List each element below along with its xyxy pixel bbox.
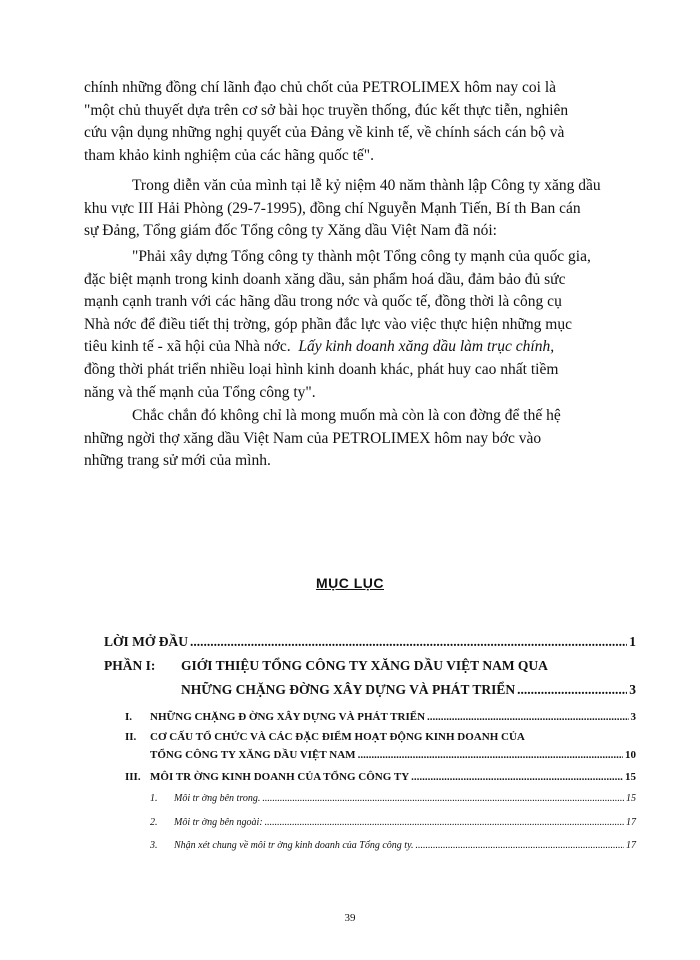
text-line: chính những đồng chí lãnh đạo chủ chốt của PETROLIMEX hôm nay coi là <box>84 79 557 96</box>
toc-leader-dots <box>411 771 623 783</box>
toc-page-number: 17 <box>626 840 636 851</box>
toc-entry-label: MÔI TR ỜNG KINH DOANH CỦA TỔNG CÔNG TY <box>150 771 410 783</box>
toc-leader-dots <box>427 711 628 723</box>
toc-entry-label: CƠ CẤU TỔ CHỨC VÀ CÁC ĐẶC ĐIỂM HOẠT ĐỘNG KINH DOANH CỦA <box>150 731 525 743</box>
text-line: những ngời thợ xăng dầu Việt Nam của PETROLIMEX hôm nay bớc vào <box>84 429 542 447</box>
toc-section-number: I. <box>125 711 133 723</box>
toc-entry-label: GIỚI THIỆU TỔNG CÔNG TY XĂNG DẦU VIỆT NAM QUA <box>181 658 548 673</box>
toc-title: MỤC LỤC <box>315 575 385 591</box>
toc-entry-section-2[interactable] <box>150 749 636 761</box>
toc-leader-dots <box>415 840 624 851</box>
text-line: Nhà nớc để điều tiết thị trờng, góp phần đắc lực vào việc thực hiện những mục <box>84 315 572 333</box>
paragraph-quote <box>84 246 636 404</box>
toc-leader-dots <box>265 817 624 828</box>
toc-entry-subsection-1[interactable] <box>174 793 636 804</box>
toc-section-number: III. <box>125 771 141 783</box>
toc-entry-label: TỔNG CÔNG TY XĂNG DẦU VIỆT NAM <box>150 749 356 761</box>
toc-entry-part-1[interactable] <box>181 682 636 698</box>
toc-entry-intro[interactable] <box>104 634 636 650</box>
text-line-mixed <box>84 336 636 359</box>
paragraph-2 <box>84 175 636 243</box>
toc-part-line-1[interactable] <box>181 658 636 674</box>
text-line: mạnh cạnh tranh với các hãng dầu trong nớc và quốc tế, đồng thời là công cụ <box>84 293 562 311</box>
toc-page-number: 1 <box>629 634 636 649</box>
toc-part-number: PHẦN I: <box>104 658 156 673</box>
text-line: "một chủ thuyết dựa trên cơ sở bài học truyền thống, đúc kết thực tiễn, nghiên <box>84 101 569 119</box>
toc-entry-label: Môi tr ờng bên trong. <box>174 793 261 804</box>
toc-entry-subsection-3[interactable] <box>174 840 636 851</box>
text-italic: Lấy kinh doanh xăng dầu làm trục chính, <box>298 338 555 356</box>
toc-entry-label: NHỮNG CHẶNG ĐỜNG XÂY DỰNG VÀ PHÁT TRIỂN <box>181 682 516 697</box>
text-line: đồng thời phát triển nhiều loại hình kinh doanh khác, phát huy cao nhất tiềm <box>84 360 559 378</box>
toc-page-number: 15 <box>626 793 636 804</box>
toc-page-number: 3 <box>630 711 636 723</box>
toc-page-number: 3 <box>629 682 636 697</box>
toc-subsection-number: 2. <box>150 817 158 828</box>
toc-page-number: 17 <box>626 817 636 828</box>
text-line: "Phải xây dựng Tổng công ty thành một Tổng công ty mạnh của quốc gia, <box>132 248 591 265</box>
toc-leader-dots <box>517 682 627 698</box>
text-line: khu vực III Hải Phòng (29-7-1995), đồng chí Nguyễn Mạnh Tiến, Bí th Ban cán <box>84 199 581 217</box>
text-line: cứu vận dụng những nghị quyết của Đảng về kinh tế, về chính sách cán bộ và <box>84 124 565 142</box>
text-line: tham khảo kinh nghiệm của các hãng quốc tế". <box>84 146 374 164</box>
toc-page-number: 10 <box>625 749 636 761</box>
toc-entry-label: LỜI MỞ ĐẦU <box>104 634 188 649</box>
page-number: 39 <box>344 912 356 924</box>
toc-subsection-number: 3. <box>150 840 158 851</box>
text-line: Trong diễn văn của mình tại lễ kỷ niệm 40 năm thành lập Công ty xăng dầu <box>132 177 601 194</box>
toc-entry-section-3[interactable] <box>150 771 636 783</box>
text-line: đặc biệt mạnh trong kinh doanh xăng dầu, sản phẩm hoá dầu, đảm bảo đủ sức <box>84 270 566 288</box>
toc-entry-section-1[interactable] <box>150 711 636 723</box>
toc-leader-dots <box>262 793 624 804</box>
toc-leader-dots <box>358 749 623 761</box>
toc-entry-label: Môi tr ờng bên ngoài: <box>174 817 263 828</box>
toc-section-2-line-1[interactable] <box>150 731 636 743</box>
paragraph-1 <box>84 77 636 167</box>
paragraph-4 <box>84 405 636 473</box>
toc-section-number: II. <box>125 731 137 743</box>
toc-entry-label: Nhận xét chung về môi tr ờng kinh doanh của Tổng công ty. <box>174 840 414 851</box>
text-line: sự Đảng, Tổng giám đốc Tổng công ty Xăng dầu Việt Nam đã nói: <box>84 222 497 240</box>
text-line: Chắc chắn đó không chỉ là mong muốn mà còn là con đờng để thế hệ <box>132 407 561 424</box>
toc-leader-dots <box>190 634 627 650</box>
toc-entry-label: NHỮNG CHẶNG Đ ỜNG XÂY DỰNG VÀ PHÁT TRIỂN <box>150 711 426 723</box>
text-line: năng và thế mạnh của Tổng công ty". <box>84 383 316 401</box>
text-line: những trang sử mới của mình. <box>84 452 271 470</box>
toc-entry-subsection-2[interactable] <box>174 817 636 828</box>
toc-page-number: 15 <box>625 771 636 783</box>
text-normal: tiêu kinh tế - xã hội của Nhà nớc. <box>84 338 291 356</box>
toc-subsection-number: 1. <box>150 793 158 804</box>
